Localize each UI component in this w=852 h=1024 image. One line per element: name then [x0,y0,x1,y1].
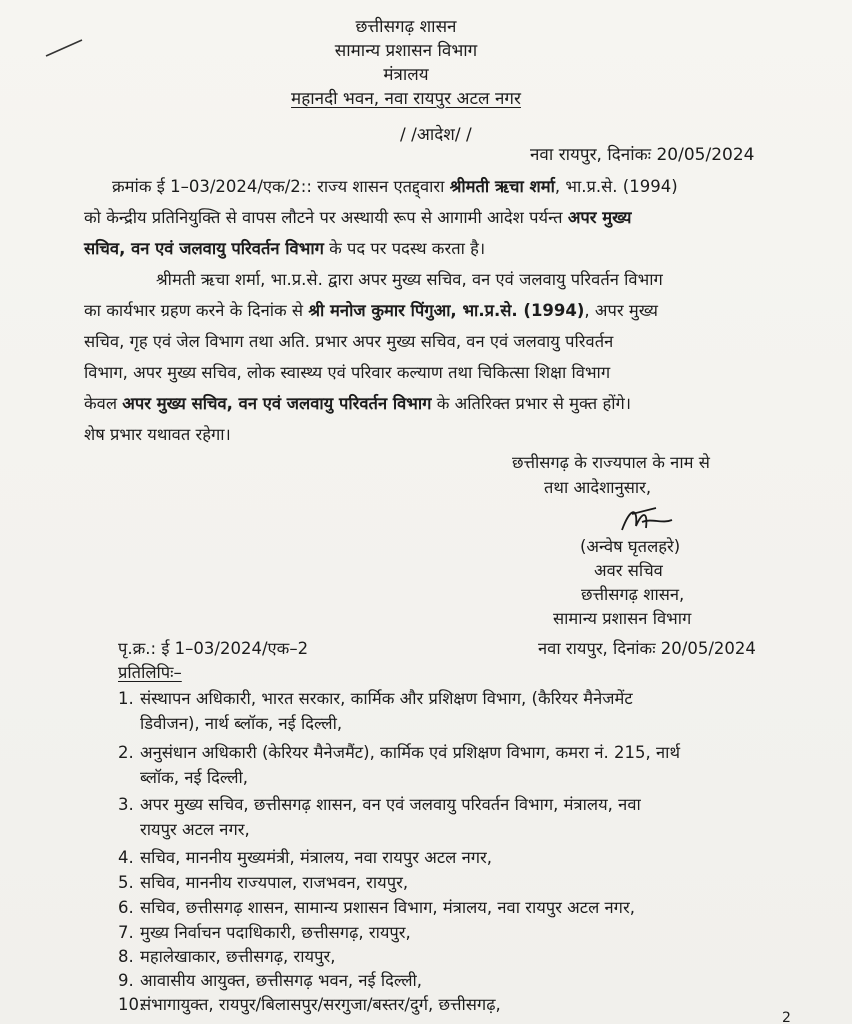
pen-mark-icon [44,36,86,60]
signatory-name: (अन्वेष घृतलहरे) [580,537,681,556]
handwritten-signature-icon [612,500,682,540]
para2-line3: सचिव, गृह एवं जेल विभाग तथा अति. प्रभार अपर मुख्य सचिव, वन एवं जलवायु परिवर्तन [84,332,614,351]
list-item: 3. अपर मुख्य सचिव, छत्तीसगढ़ शासन, वन एवं जलवायु परिवर्तन विभाग, मंत्रालय, नवा [118,795,641,814]
governor-line-2: तथा आदेशानुसार, [544,478,652,497]
para2-line1: श्रीमती ऋचा शर्मा, भा.प्र.से. द्वारा अपर मुख्य सचिव, वन एवं जलवायु परिवर्तन विभाग [156,270,663,289]
endorsement-ref: पृ.क्र.: ई 1–03/2024/एक–2 [118,639,309,658]
order-paragraph-1 [84,171,802,264]
list-item: 1. संस्थापन अधिकारी, भारत सरकार, कार्मिक और प्रशिक्षण विभाग, (कैरियर मैनेजमेंट [118,689,633,708]
para2-line5: केवल अपर मुख्य सचिव, वन एवं जलवायु परिवर्तन विभाग के अतिरिक्त प्रभार से मुक्त होंगे। [84,394,632,413]
list-item: 7. मुख्य निर्वाचन पदाधिकारी, छत्तीसगढ़, रायपुर, [118,923,411,942]
page-number: 2 [782,1010,791,1024]
signatory-office-2: सामान्य प्रशासन विभाग [553,609,692,628]
para1-line3: सचिव, वन एवं जलवायु परिवर्तन विभाग के पद पर पदस्थ करता है। [84,239,486,258]
list-item: 6. सचिव, छत्तीसगढ़ शासन, सामान्य प्रशासन विभाग, मंत्रालय, नवा रायपुर अटल नगर, [118,898,635,917]
para2-line6: शेष प्रभार यथावत रहेगा। [84,425,231,444]
governor-line-1: छत्तीसगढ़ के राज्यपाल के नाम से [512,453,710,472]
list-item: 5. सचिव, माननीय राज्यपाल, राजभवन, रायपुर, [118,873,409,892]
signatory-office-1: छत्तीसगढ़ शासन, [581,585,685,604]
list-item: 9. आवासीय आयुक्त, छत्तीसगढ़ भवन, नई दिल्ली, [118,971,423,990]
endorsement-date: नवा रायपुर, दिनांकः 20/05/2024 [538,639,756,658]
order-date: नवा रायपुर, दिनांकः 20/05/2024 [530,145,755,165]
copy-label: प्रतिलिपिः– [118,663,182,682]
para2-line4: विभाग, अपर मुख्य सचिव, लोक स्वास्थ्य एवं परिवार कल्याण तथा चिकित्सा शिक्षा विभाग [84,363,611,382]
signatory-designation: अवर सचिव [594,561,663,580]
order-paragraph-2 [84,264,802,450]
header-ministry: मंत्रालय [383,65,429,85]
list-item: 4. सचिव, माननीय मुख्यमंत्री, मंत्रालय, नवा रायपुर अटल नगर, [118,848,493,867]
list-item-continuation: डिवीजन), नार्थ ब्लॉक, नई दिल्ली, [140,714,343,733]
list-item: 2. अनुसंधान अधिकारी (केरियर मैनेजमैंट), कार्मिक एवं प्रशिक्षण विभाग, कमरा नं. 215, नार्थ [118,743,680,762]
para1-line2: को केन्द्रीय प्रतिनियुक्ति से वापस लौटने पर अस्थायी रूप से आगामी आदेश पर्यन्त अपर मुख्य [84,208,632,227]
header-department: सामान्य प्रशासन विभाग [334,41,478,61]
list-item: 8. महालेखाकार, छत्तीसगढ़, रायपुर, [118,947,336,966]
list-item-continuation: रायपुर अटल नगर, [140,820,250,839]
list-item: 10.संभागायुक्त, रायपुर/बिलासपुर/सरगुजा/बस्तर/दुर्ग, छत्तीसगढ़, [118,995,501,1014]
header-state: छत्तीसगढ़ शासन [355,17,457,37]
header-address: महानदी भवन, नवा रायपुर अटल नगर [291,89,521,109]
para2-line2: का कार्यभार ग्रहण करने के दिनांक से श्री मनोज कुमार पिंगुआ, भा.प्र.से. (1994), अपर मुख्य [84,301,658,320]
para1-line1: क्रमांक ई 1–03/2024/एक/2:: राज्य शासन एतद्द्वारा श्रीमती ऋचा शर्मा, भा.प्र.से. (1994) [112,177,678,196]
list-item-continuation: ब्लॉक, नई दिल्ली, [140,768,249,787]
order-title: / /आदेश/ / [400,125,472,145]
